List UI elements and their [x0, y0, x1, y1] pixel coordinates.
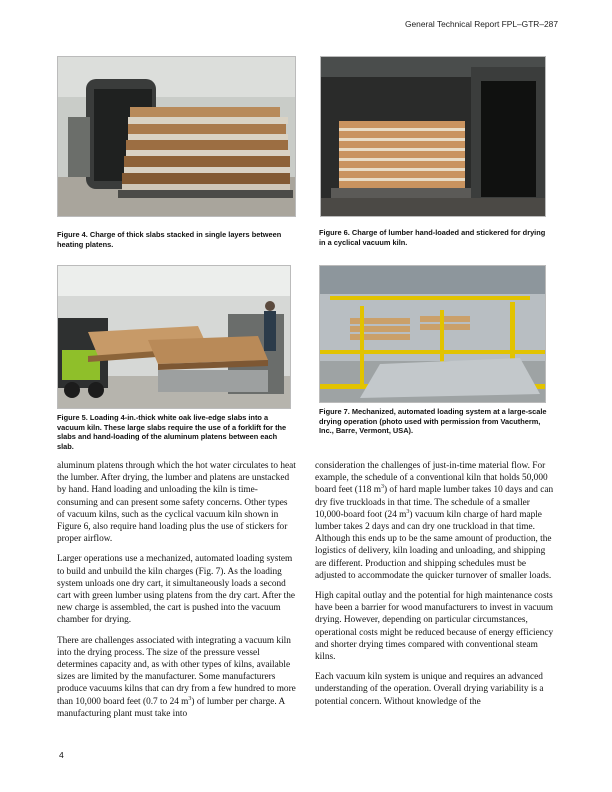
- body-left-column: [57, 460, 297, 728]
- body-paragraph: Each vacuum kiln system is unique and requires an advanced understanding of the operation. Overall drying variability is a potential concern. Without knowledge of the: [315, 672, 544, 707]
- running-header: General Technical Report FPL–GTR–287: [404, 19, 558, 29]
- body-paragraph: Larger operations use a mechanized, automated loading system to build and unbuild the kiln charges (Fig. 7). As the loading system unloads one dry cart, it simultaneously loads a second cart with green lumber using platens from the dry cart. After the new charge is assembled, the cart is pushed into the vacuum chamber for drying.: [57, 554, 296, 626]
- figure-4-caption: Figure 4. Charge of thick slabs stacked in single layers between heating platens.: [57, 230, 282, 249]
- figure-5-photo: [57, 265, 291, 409]
- figure-7-photo: [319, 265, 546, 403]
- page-number: 4: [59, 750, 64, 760]
- figure-7-caption: Figure 7. Mechanized, automated loading system at a large-scale drying operation (photo used with permission from Vacutherm, Inc., Barre, Vermont, USA).: [319, 407, 547, 436]
- body-paragraph: consideration the challenges of just-in-time material flow. For example, the schedule of a conventional kiln that holds 50,000 board feet (118 $m^3$) of hard maple lumber takes 10 days and can dry five truckloads in that time. The schedule of a smaller 10,000-board foot (24 $m^3$) vacuum kiln charge of hard maple lumber takes 2 days and can dry one truckload in that time. Although this ends up to be the same amount of production, the logistics of delivery, kiln loading and unloading, and shipping are different. Production and shipping schedules must be adjusted to accommodate the quicker turnover of smaller loads.: [315, 461, 554, 581]
- body-right-column: [315, 460, 555, 716]
- figure-6-caption: Figure 6. Charge of lumber hand-loaded and stickered for drying in a cyclical vacuum kiln.: [319, 228, 546, 247]
- body-paragraph: There are challenges associated with integrating a vacuum kiln into the drying process. The size of the pressure vessel determines capacity and, as with other types of kilns, available sizes are limited by the manufacturer. Some manufacturers produce vacuums kilns that can dry from a few hundred to more than 10,000 board feet (0.7 to 24 $m^3$) of lumber per charge. A manufacturing plant must take into: [57, 635, 296, 719]
- figure-6-photo: [320, 56, 546, 217]
- body-paragraph: aluminum platens through which the hot water circulates to heat the lumber. After drying, the lumber and platens are unstacked by hand. Hand loading and unloading the kiln is time-consuming and can present some safety concerns. Other types of vacuum kilns, such as the cyclical vacuum kiln shown in Figure 6, also require hand loading plus the use of stickers for proper airflow.: [57, 461, 296, 545]
- figure-5-caption: Figure 5. Loading 4-in.-thick white oak live-edge slabs into a vacuum kiln. These large slabs require the use of a forklift for the slabs and hand-loading of the aluminum platens between each slab.: [57, 413, 287, 451]
- body-paragraph: High capital outlay and the potential for high maintenance costs have been a barrier for wood manufacturers to invest in vacuum drying. However, depending on particular circumstances, operational costs might be reduced because of energy efficiency and shorter drying times compared with conventional steam kilns.: [315, 591, 554, 663]
- figure-4-photo: [57, 56, 296, 217]
